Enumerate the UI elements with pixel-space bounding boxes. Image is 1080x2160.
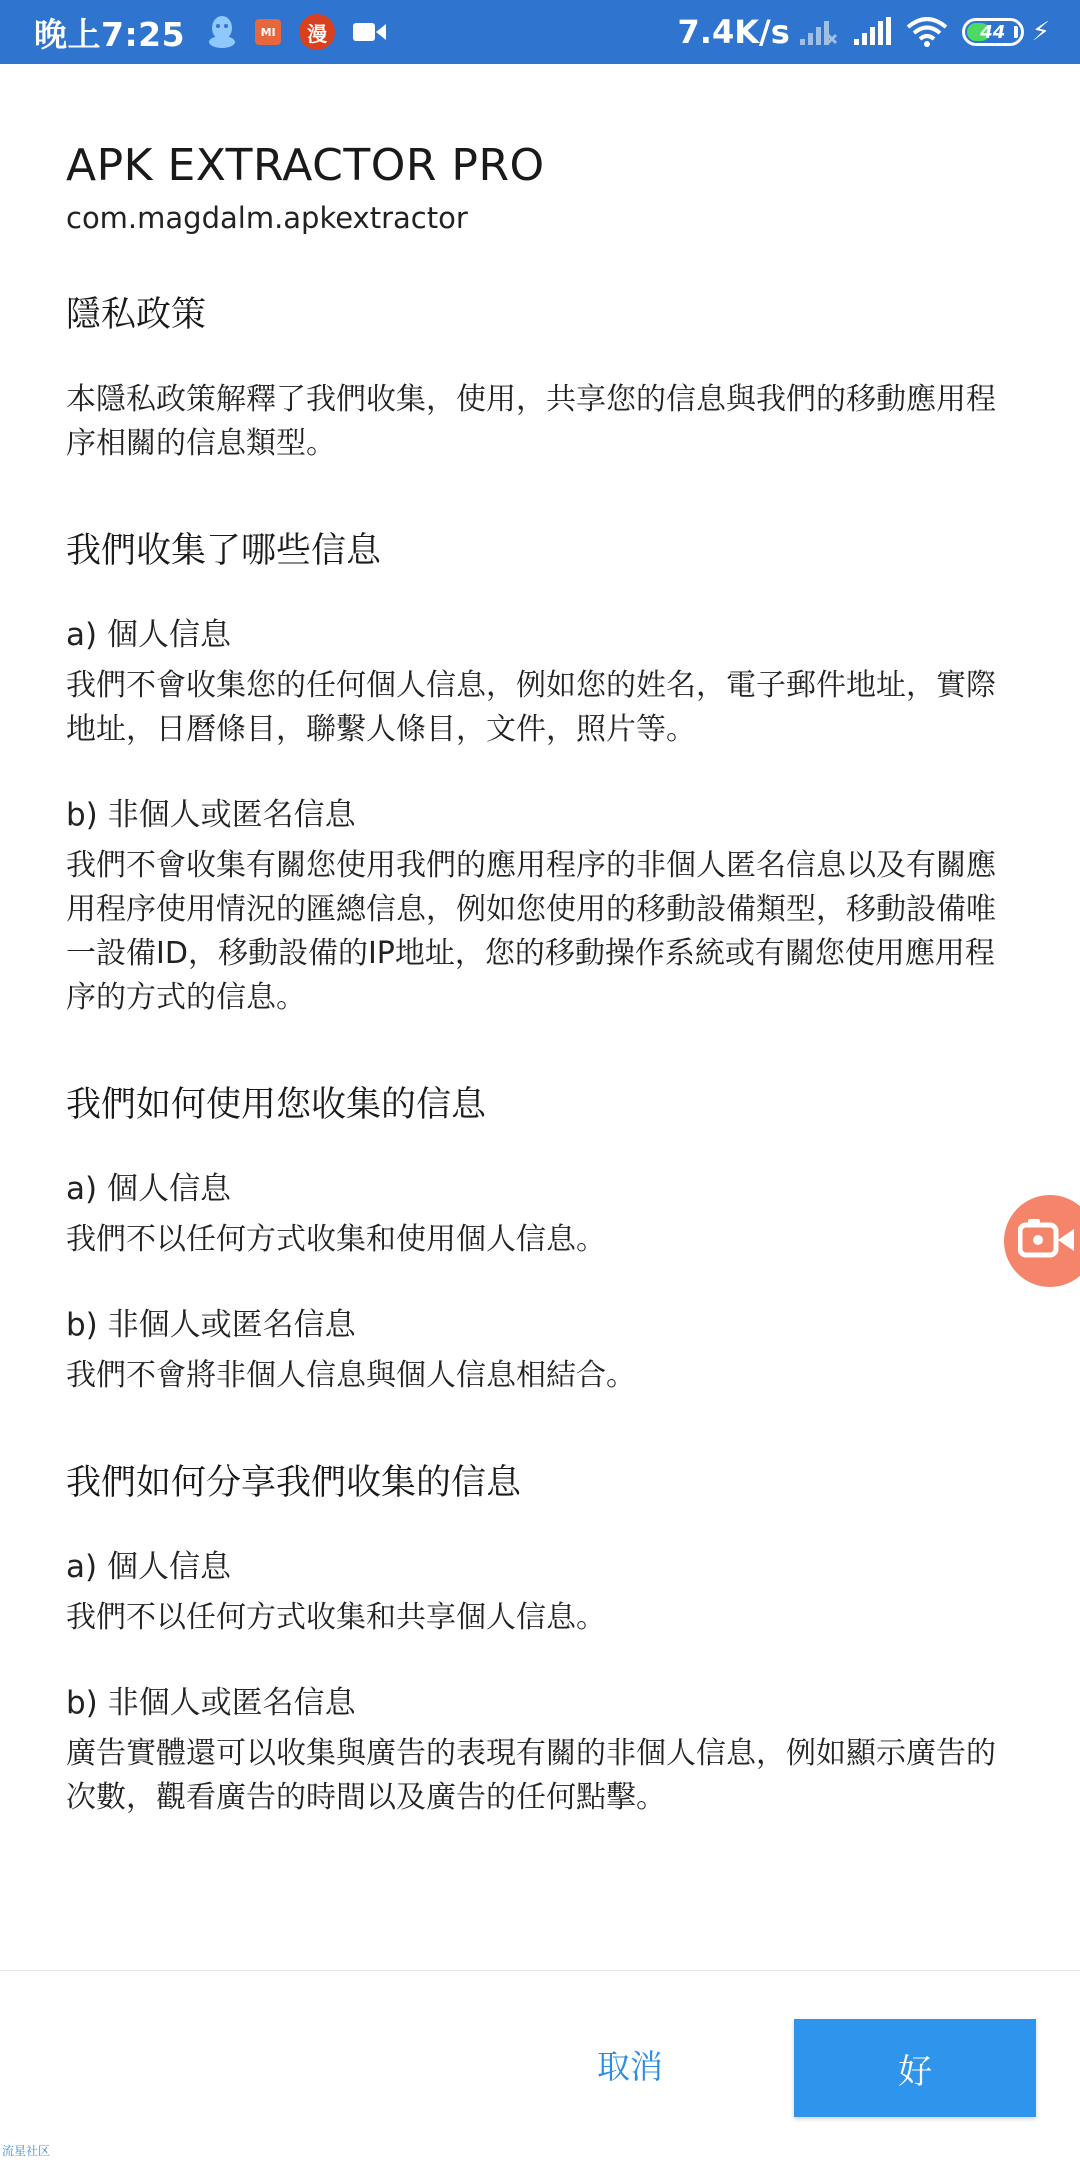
cancel-button[interactable]: 取消 (597, 2046, 663, 2086)
section-title-use: 我們如何使用您收集的信息 (66, 1085, 487, 1125)
qq-icon (207, 15, 237, 49)
ok-button[interactable]: 好 (794, 2019, 1036, 2117)
sub-title-personal: a) 個人信息 (66, 1171, 231, 1207)
dialog-footer (0, 1970, 1080, 2160)
section-text: 我們不會將非個人信息與個人信息相結合。 (66, 1358, 636, 1393)
sub-title-non-personal: b) 非個人或匿名信息 (66, 797, 356, 833)
status-time: 晚上7:25 (34, 14, 186, 54)
wifi-icon (906, 17, 948, 47)
section-title-collect: 我們收集了哪些信息 (66, 531, 382, 571)
section-text: 我們不會收集您的任何個人信息，例如您的姓名，電子郵件地址，實際地址，日曆條目，聯繫人條目，文件，照片等。 (66, 668, 996, 747)
watermark-text: 流星社区 (2, 2144, 51, 2158)
privacy-dialog-content[interactable] (66, 136, 1016, 1820)
section-text: 廣告實體還可以收集與廣告的表現有關的非個人信息，例如顯示廣告的次數，觀看廣告的時間以及廣告的任何點擊。 (66, 1736, 996, 1815)
status-bar (0, 0, 1080, 64)
policy-intro: 本隱私政策解釋了我們收集，使用，共享您的信息與我們的移動應用程序相關的信息類型。 (66, 382, 996, 461)
sub-title-personal: a) 個人信息 (66, 1549, 231, 1585)
app-title: APK EXTRACTOR PRO (66, 140, 545, 191)
section-text: 我們不會收集有關您使用我們的應用程序的非個人匿名信息以及有關應用程序使用情況的匯總信息，例如您使用的移動設備類型，移動設備唯一設備ID，移動設備的IP地址，您的移動操作系統或有關您使用應用程序的方式的信息。 (66, 848, 996, 1015)
video-camera-icon (353, 21, 387, 43)
sub-title-non-personal: b) 非個人或匿名信息 (66, 1685, 356, 1721)
status-bar-left (34, 9, 405, 56)
network-speed: 7.4K/s (677, 13, 790, 51)
section-title-share: 我們如何分享我們收集的信息 (66, 1463, 522, 1503)
section-text: 我們不以任何方式收集和使用個人信息。 (66, 1222, 606, 1257)
screen-record-icon (1018, 1217, 1078, 1265)
battery-level: 44 (980, 21, 1006, 43)
no-signal-icon (798, 17, 838, 47)
sub-title-non-personal: b) 非個人或匿名信息 (66, 1307, 356, 1343)
charging-bolt-icon: ⚡ (1031, 17, 1050, 47)
signal-icon (852, 17, 892, 47)
app-package-name: com.magdalm.apkextractor (66, 201, 468, 235)
policy-title: 隱私政策 (66, 295, 207, 335)
status-bar-right (678, 13, 1050, 51)
sub-title-personal: a) 個人信息 (66, 617, 231, 653)
comic-icon: 漫 (299, 14, 335, 50)
section-text: 我們不以任何方式收集和共享個人信息。 (66, 1600, 606, 1635)
battery-icon (962, 18, 1024, 46)
mi-icon: MI (255, 19, 281, 45)
